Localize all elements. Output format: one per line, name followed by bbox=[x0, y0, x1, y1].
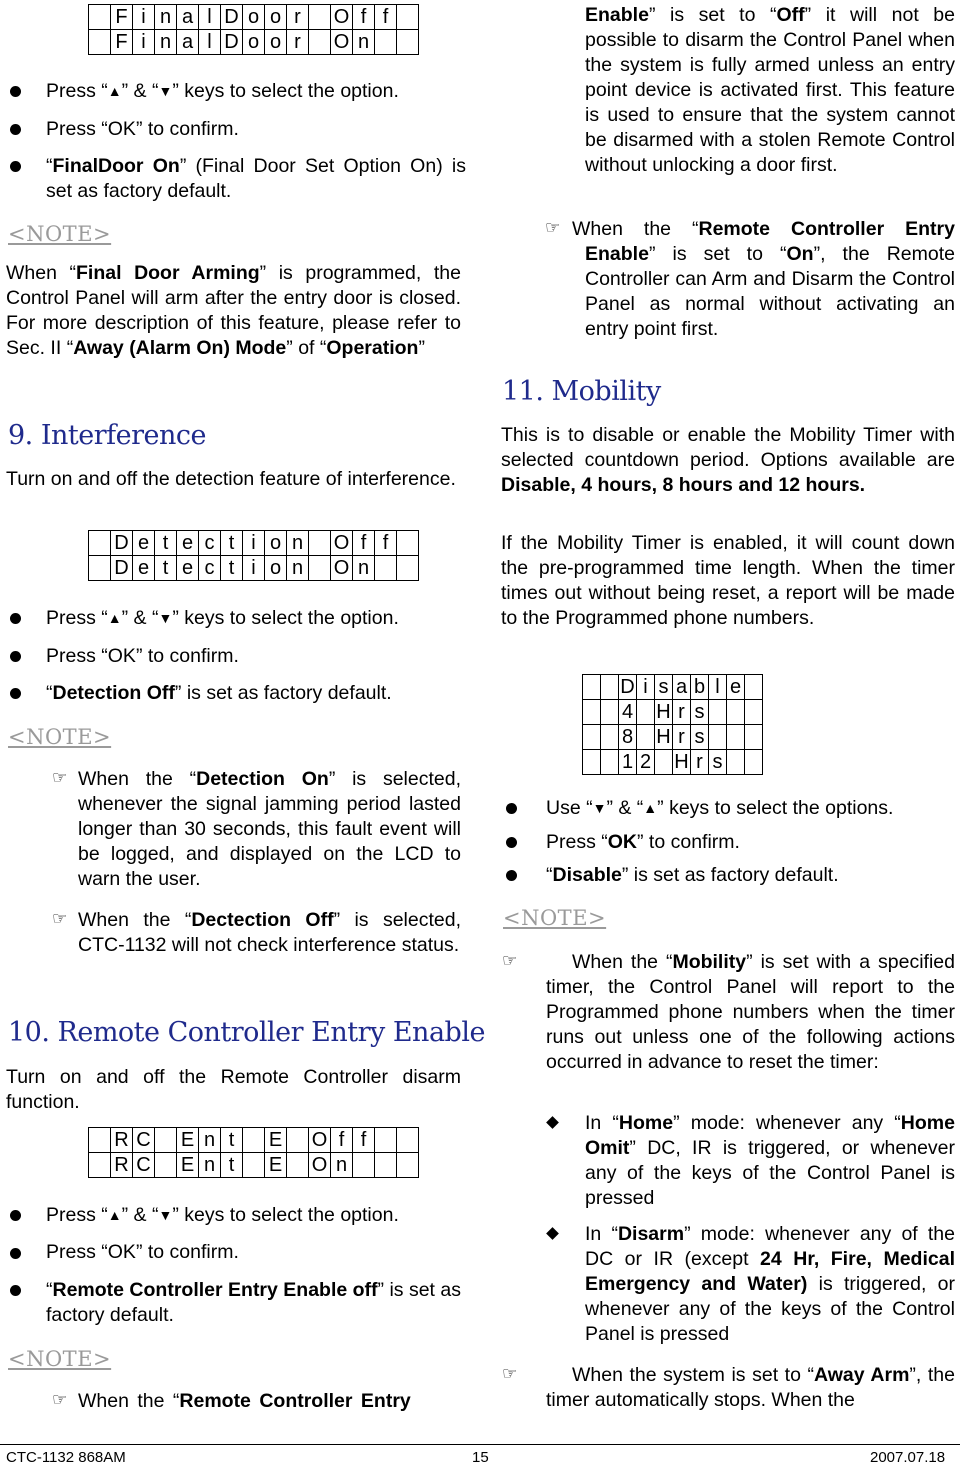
lcd-cell: F bbox=[111, 5, 133, 30]
pencil-icon: ☞ bbox=[52, 768, 68, 788]
lcd-cell: D bbox=[221, 30, 243, 55]
lcd-cell bbox=[309, 556, 331, 581]
lcd-cell: e bbox=[133, 556, 155, 581]
lcd-cell: i bbox=[243, 531, 265, 556]
lcd-cell: O bbox=[331, 30, 353, 55]
lcd-cell: f bbox=[331, 1128, 353, 1153]
bullet-confirm: Press “OK” to confirm. bbox=[546, 831, 740, 853]
lcd-cell bbox=[601, 725, 619, 750]
lcd-cell bbox=[287, 1128, 309, 1153]
lcd-cell: 2 bbox=[637, 750, 655, 775]
lcd-cell: t bbox=[155, 556, 177, 581]
lcd-row bbox=[583, 700, 763, 725]
lcd-cell: E bbox=[177, 1153, 199, 1178]
lcd-cell: s bbox=[691, 725, 709, 750]
lcd-cell bbox=[637, 725, 655, 750]
lcd-cell: t bbox=[221, 556, 243, 581]
diamond-bullet-icon bbox=[546, 1116, 559, 1129]
lcd-cell: 1 bbox=[619, 750, 637, 775]
pencil-icon: ☞ bbox=[545, 218, 561, 238]
lcd-cell: r bbox=[673, 700, 691, 725]
note-rc-entry-continued: Enable” is set to “Off” it will not be possible to disarm the Control Panel when the system is fully armed unless an entry point device is activated first. This feature is used to ensure that the system cannot be disarmed with a stolen Remote Control without unlocking a door first. bbox=[585, 4, 955, 176]
bullet-select-option: Press “▲” & “▼” keys to select the option. bbox=[46, 1204, 399, 1226]
note-detection-off: When the “Dectection Off” is selected, CTC-1132 will not check interference status. bbox=[78, 909, 461, 956]
lcd-cell: t bbox=[221, 1153, 243, 1178]
bullet-confirm: Press “OK” to confirm. bbox=[46, 645, 239, 667]
mobility-description: If the Mobility Timer is enabled, it will count down the pre-programmed time length. When the timer times out without being reset, a report will be made to the Programmed phone numbers. bbox=[501, 532, 955, 629]
lcd-rc-table bbox=[88, 1127, 419, 1178]
lcd-cell bbox=[89, 556, 111, 581]
lcd-cell: f bbox=[353, 5, 375, 30]
lcd-cell: o bbox=[243, 5, 265, 30]
bullet-icon bbox=[10, 688, 21, 699]
lcd-cell: E bbox=[265, 1128, 287, 1153]
lcd-cell: t bbox=[155, 531, 177, 556]
lcd-cell: e bbox=[177, 556, 199, 581]
diamond-bullet-icon bbox=[546, 1227, 559, 1240]
lcd-cell: o bbox=[243, 30, 265, 55]
lcd-row bbox=[89, 556, 419, 581]
lcd-cell: n bbox=[199, 1153, 221, 1178]
lcd-cell: i bbox=[637, 675, 655, 700]
bullet-icon bbox=[10, 161, 21, 172]
section-heading-remote-controller: 10. Remote Controller Entry Enable bbox=[8, 1017, 485, 1048]
lcd-final-door-table bbox=[88, 4, 419, 55]
lcd-cell bbox=[601, 750, 619, 775]
lcd-cell: c bbox=[199, 556, 221, 581]
lcd-cell: O bbox=[331, 531, 353, 556]
lcd-cell: r bbox=[691, 750, 709, 775]
lcd-cell: f bbox=[353, 531, 375, 556]
lcd-cell bbox=[583, 750, 601, 775]
lcd-cell bbox=[745, 750, 763, 775]
lcd-row bbox=[89, 531, 419, 556]
note-mobility-timer: When the “Mobility” is set with a specified timer, the Control Panel will report to the Programmed phone numbers when the timer runs out unless one of the following actions occurred in advance to reset the timer: bbox=[546, 951, 955, 1073]
lcd-cell: o bbox=[265, 30, 287, 55]
lcd-cell bbox=[89, 30, 111, 55]
reset-home-mode: In “Home” mode: whenever any “Home Omit” DC, IR is triggered, or whenever any of the keys of the Control Panel is pressed bbox=[585, 1112, 955, 1209]
bullet-icon bbox=[506, 870, 517, 881]
lcd-cell bbox=[745, 675, 763, 700]
note-detection-on: When the “Detection On” is selected, whenever the signal jamming period lasted longer than 30 seconds, this fault event will be logged, and displayed on the LCD to warn the user. bbox=[78, 768, 461, 890]
bullet-factory-default: “Remote Controller Entry Enable off” is set as factory default. bbox=[46, 1279, 461, 1326]
lcd-cell: D bbox=[111, 556, 133, 581]
lcd-cell: n bbox=[155, 30, 177, 55]
pencil-icon: ☞ bbox=[502, 951, 518, 971]
lcd-row bbox=[583, 750, 763, 775]
bullet-icon bbox=[10, 1285, 21, 1296]
lcd-cell: a bbox=[177, 5, 199, 30]
lcd-cell: R bbox=[111, 1153, 133, 1178]
lcd-cell: C bbox=[133, 1128, 155, 1153]
lcd-cell: n bbox=[287, 531, 309, 556]
lcd-cell bbox=[727, 700, 745, 725]
lcd-cell bbox=[745, 700, 763, 725]
lcd-cell: f bbox=[353, 1128, 375, 1153]
bullet-icon bbox=[506, 837, 517, 848]
lcd-cell bbox=[601, 675, 619, 700]
pencil-icon: ☞ bbox=[52, 909, 68, 929]
lcd-cell bbox=[709, 700, 727, 725]
lcd-cell bbox=[637, 700, 655, 725]
lcd-cell: l bbox=[199, 5, 221, 30]
mobility-intro: This is to disable or enable the Mobility Timer with selected countdown period. Options available are Disable, 4 hours, 8 hours and 12 hours. bbox=[501, 424, 955, 496]
lcd-cell bbox=[309, 5, 331, 30]
lcd-cell: i bbox=[243, 556, 265, 581]
bullet-icon bbox=[506, 803, 517, 814]
lcd-cell: e bbox=[133, 531, 155, 556]
lcd-cell: n bbox=[353, 30, 375, 55]
lcd-cell bbox=[309, 531, 331, 556]
lcd-cell: C bbox=[133, 1153, 155, 1178]
lcd-cell: D bbox=[620, 676, 635, 698]
bullet-icon bbox=[10, 1210, 21, 1221]
note-away-arm: When the system is set to “Away Arm”, the timer automatically stops. When the bbox=[546, 1364, 955, 1411]
lcd-cell bbox=[397, 1128, 419, 1153]
bullet-select-option: Press “▲” & “▼” keys to select the option. bbox=[46, 607, 399, 629]
lcd-cell: b bbox=[691, 675, 709, 700]
lcd-cell: f bbox=[375, 531, 397, 556]
lcd-cell bbox=[89, 5, 111, 30]
section-heading-mobility: 11. Mobility bbox=[502, 376, 661, 407]
note-rc-entry-start: When the “Remote Controller Entry bbox=[78, 1390, 411, 1412]
lcd-cell: n bbox=[199, 1128, 221, 1153]
lcd-cell: t bbox=[221, 531, 243, 556]
lcd-cell: n bbox=[155, 5, 177, 30]
lcd-cell: i bbox=[133, 5, 155, 30]
lcd-cell: O bbox=[309, 1153, 331, 1178]
lcd-cell bbox=[397, 1153, 419, 1178]
reset-disarm-mode: In “Disarm” mode: whenever any of the DC or IR (except 24 Hr, Fire, Medical Emergency and Water) is triggered, or whenever any of the keys of the Control Panel is pressed bbox=[585, 1223, 955, 1345]
lcd-cell: H bbox=[656, 701, 671, 723]
bullet-factory-default: “Disable” is set as factory default. bbox=[546, 864, 839, 886]
lcd-cell bbox=[709, 725, 727, 750]
lcd-cell: F bbox=[111, 30, 133, 55]
lcd-cell: i bbox=[133, 30, 155, 55]
bullet-icon bbox=[10, 613, 21, 624]
lcd-cell: l bbox=[709, 675, 727, 700]
lcd-cell: O bbox=[331, 5, 353, 30]
lcd-cell: E bbox=[177, 1128, 199, 1153]
lcd-cell: o bbox=[265, 556, 287, 581]
lcd-row bbox=[583, 675, 763, 700]
lcd-cell: H bbox=[656, 726, 671, 748]
lcd-cell: l bbox=[199, 30, 221, 55]
bullet-icon bbox=[10, 124, 21, 135]
lcd-cell: n bbox=[353, 556, 375, 581]
lcd-cell bbox=[375, 556, 397, 581]
lcd-cell bbox=[583, 725, 601, 750]
lcd-cell: 8 bbox=[619, 725, 637, 750]
lcd-cell bbox=[155, 1153, 177, 1178]
section-heading-interference: 9. Interference bbox=[8, 420, 206, 451]
note-final-door-text: When “Final Door Arming” is programmed, the Control Panel will arm after the entry door is closed. For more description of this feature, please refer to Sec. II “Away (Alarm On) Mode” of “Operation” bbox=[6, 262, 461, 359]
bullet-confirm: Press “OK” to confirm. bbox=[46, 1241, 239, 1263]
lcd-cell: a bbox=[673, 675, 691, 700]
lcd-row bbox=[89, 1153, 419, 1178]
lcd-cell bbox=[397, 556, 419, 581]
lcd-cell bbox=[375, 1153, 397, 1178]
lcd-cell bbox=[727, 750, 745, 775]
lcd-cell: e bbox=[177, 531, 199, 556]
lcd-cell: R bbox=[111, 1128, 133, 1153]
remote-controller-intro: Turn on and off the Remote Controller disarm function. bbox=[6, 1066, 461, 1113]
lcd-cell: r bbox=[287, 5, 309, 30]
lcd-cell: 4 bbox=[619, 700, 637, 725]
lcd-cell: e bbox=[727, 675, 745, 700]
lcd-cell bbox=[375, 30, 397, 55]
lcd-cell: a bbox=[177, 30, 199, 55]
footer-page-number: 15 bbox=[472, 1449, 489, 1466]
footer-model: CTC-1132 868AM bbox=[6, 1449, 126, 1466]
bullet-icon bbox=[10, 1248, 21, 1259]
lcd-cell bbox=[89, 1153, 111, 1178]
lcd-cell: O bbox=[309, 1128, 331, 1153]
lcd-cell: o bbox=[265, 5, 287, 30]
lcd-cell bbox=[353, 1153, 375, 1178]
bullet-select-option: Press “▲” & “▼” keys to select the option. bbox=[46, 80, 399, 102]
bullet-icon bbox=[10, 86, 21, 97]
lcd-cell bbox=[287, 1153, 309, 1178]
bullet-factory-default: “Detection Off” is set as factory default. bbox=[46, 682, 392, 704]
lcd-cell bbox=[243, 1153, 265, 1178]
lcd-cell bbox=[375, 1128, 397, 1153]
lcd-cell bbox=[655, 750, 673, 775]
lcd-cell: f bbox=[375, 5, 397, 30]
lcd-cell bbox=[397, 531, 419, 556]
pencil-icon: ☞ bbox=[52, 1390, 68, 1410]
note-rc-entry-on: When the “Remote Controller Entry Enable” is set to “On”, the Remote Controller can Arm and Disarm the Control Panel as normal without activating an entry point first. bbox=[572, 218, 955, 340]
note-label: <NOTE> bbox=[8, 725, 112, 749]
lcd-cell bbox=[89, 1128, 111, 1153]
pencil-icon: ☞ bbox=[502, 1364, 518, 1384]
lcd-cell bbox=[309, 30, 331, 55]
lcd-cell bbox=[243, 1128, 265, 1153]
interference-intro: Turn on and off the detection feature of interference. bbox=[6, 468, 456, 490]
bullet-icon bbox=[10, 651, 21, 662]
note-label: <NOTE> bbox=[8, 222, 112, 246]
lcd-cell: r bbox=[287, 30, 309, 55]
footer-date: 2007.07.18 bbox=[870, 1449, 946, 1466]
lcd-cell: n bbox=[331, 1153, 353, 1178]
note-label: <NOTE> bbox=[8, 1347, 112, 1371]
note-label: <NOTE> bbox=[503, 906, 607, 930]
lcd-cell bbox=[89, 531, 111, 556]
lcd-cell bbox=[583, 675, 601, 700]
footer-rule bbox=[0, 1444, 960, 1445]
lcd-cell: r bbox=[673, 725, 691, 750]
lcd-detection-table bbox=[88, 530, 419, 581]
lcd-cell: D bbox=[221, 5, 243, 30]
lcd-cell bbox=[397, 30, 419, 55]
lcd-cell: s bbox=[655, 675, 673, 700]
bullet-select-options: Use “▼” & “▲” keys to select the options. bbox=[546, 797, 894, 819]
bullet-confirm: Press “OK” to confirm. bbox=[46, 118, 239, 140]
lcd-cell bbox=[601, 700, 619, 725]
lcd-cell bbox=[155, 1128, 177, 1153]
lcd-cell: H bbox=[674, 751, 689, 773]
lcd-mobility-table bbox=[582, 674, 763, 775]
lcd-cell: D bbox=[111, 531, 133, 556]
lcd-cell bbox=[397, 5, 419, 30]
lcd-row bbox=[89, 1128, 419, 1153]
lcd-row bbox=[89, 30, 419, 55]
lcd-cell: c bbox=[199, 531, 221, 556]
lcd-cell: O bbox=[331, 556, 353, 581]
lcd-row bbox=[583, 725, 763, 750]
bullet-factory-default: “FinalDoor On” (Final Door Set Option On) is set as factory default. bbox=[46, 155, 466, 202]
lcd-cell: t bbox=[221, 1128, 243, 1153]
lcd-cell: s bbox=[709, 750, 727, 775]
lcd-cell: o bbox=[265, 531, 287, 556]
lcd-row bbox=[89, 5, 419, 30]
lcd-cell bbox=[583, 700, 601, 725]
lcd-cell: s bbox=[691, 700, 709, 725]
lcd-cell: E bbox=[265, 1153, 287, 1178]
lcd-cell: n bbox=[287, 556, 309, 581]
lcd-cell bbox=[745, 725, 763, 750]
lcd-cell bbox=[727, 725, 745, 750]
